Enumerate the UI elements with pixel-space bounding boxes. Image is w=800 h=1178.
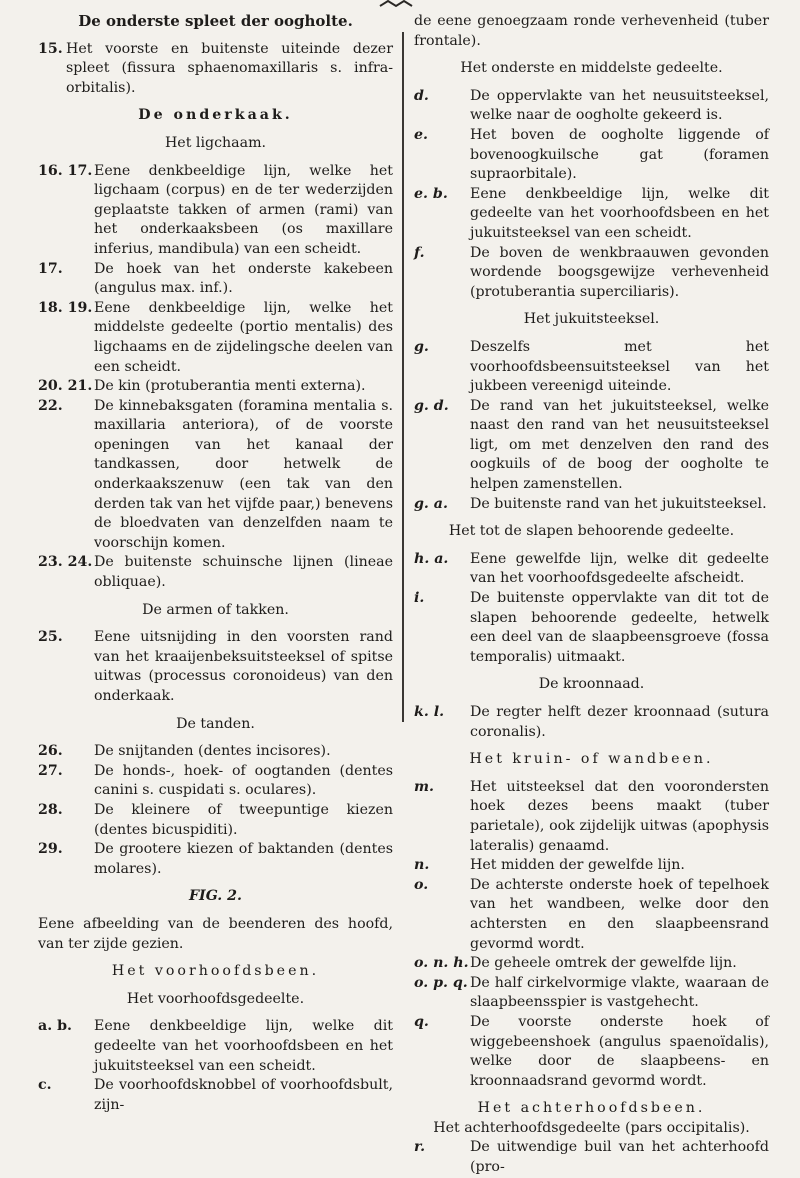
- heading-achterhoofdsbeen: Het achterhoofdsbeen.: [477, 1100, 706, 1117]
- heading-onderste-gedeelte: Het onderste en middelste gedeelte.: [460, 60, 723, 77]
- right-column: [414, 12, 769, 1178]
- figure-label: FIG. 2.: [188, 888, 242, 905]
- entry-d: d. De oppervlakte van het neusuitsteeksel, welke naar de oogholte gekeerd is.: [414, 87, 769, 124]
- heading-kruin-wandbeen: Het kruin- of wandbeen.: [469, 751, 714, 768]
- heading-ligchaam: Het ligchaam.: [164, 134, 267, 151]
- running-header: De onderste spleet der oogholte.: [78, 12, 353, 30]
- entry-22: 22. De kinnebaksgaten (foramina mentalia s. maxillaria anteriora), of de voorste openingen van het kanaal der tandkassen, door hetwelk de onderkaakszenuw (een tak van den derden tak van het vijfde paar,) benevens de bloedvaten van denzelfden naam te voorschijn komen.: [38, 397, 393, 551]
- heading-tanden: De tanden.: [176, 715, 255, 732]
- entry-o-n-h: o. n. h. De geheele omtrek der gewelfde lijn.: [414, 955, 737, 972]
- entry-25: 25. Eene uitsnijding in den voorsten rand van het kraaijenbeksuitsteeksel of spitse uitwas (processus coronoideus) van den onderkaak.: [38, 629, 393, 704]
- heading-armen: De armen of takken.: [142, 601, 289, 618]
- entry-q: q. De voorste onderste hoek of wiggebeenshoek (angulus spaenoïdalis), welke door de slaapbeens- en kroonnaadsrand gevormd wordt.: [414, 1013, 769, 1089]
- entry-h-a: h. a. Eene gewelfde lijn, welke dit gedeelte van het voorhoofdsgedeelte afscheidt.: [414, 550, 769, 587]
- heading-achterhoofdsgedeelte: Het achterhoofdsgedeelte (pars occipitalis).: [433, 1119, 750, 1136]
- entry-23-24: 23. 24. De buitenste schuinsche lijnen (lineae obliquae).: [38, 554, 393, 591]
- heading-voorhoofdsgedeelte: Het voorhoofdsgedeelte.: [126, 990, 305, 1007]
- entry-17: 17. De hoek van het onderste kakebeen (angulus max. inf.).: [38, 260, 393, 297]
- entry-15: 15. Het voorste en buitenste uiteinde dezer spleet (fissura sphaenomaxillaris s. infra-orbitalis).: [38, 40, 393, 96]
- entry-a-b: a. b. Eene denkbeeldige lijn, welke dit gedeelte van het voorhoofdsbeen en het jukuitsteeksel van een scheidt.: [38, 1018, 393, 1074]
- entry-r: r. De uitwendige buil van het achterhoofd (pro-: [414, 1139, 769, 1176]
- entry-28: 28. De kleinere of tweepuntige kiezen (dentes bicuspiditi).: [38, 801, 393, 838]
- entry-20-21: 20. 21. De kin (protuberantia menti externa).: [38, 378, 366, 395]
- entry-16-17: 16. 17. Eene denkbeeldige lijn, welke het ligchaam (corpus) en de ter wederzijden geplaatste takken of armen (rami) van het onderkaaksbeen (os maxillare inferius, mandibula) van een scheidt.: [38, 162, 393, 257]
- entry-26: 26. De snijtanden (dentes incisores).: [38, 743, 331, 760]
- entry-f: f. De boven de wenkbraauwen gevonden wordende boogsgewijze verhevenheid (protuberantia superciliaris).: [414, 244, 769, 300]
- heading-voorhoofdsbeen: Het voorhoofdsbeen.: [111, 963, 320, 980]
- entry-g-d: g. d. De rand van het jukuitsteeksel, welke naast den rand van het neusuitsteeksel ligt, om met denzelven den rand des oogkuils of de boog der oogholte te helpen zamenstellen.: [414, 397, 769, 493]
- entry-g: g. Deszelfs met het voorhoofdsbeensuitsteeksel van het jukbeen vereenigd uiteinde.: [414, 338, 769, 395]
- entry-k-l: k. l. De regter helft dezer kroonnaad (sutura coronalis).: [414, 704, 769, 740]
- entry-c: c. De voorhoofdsknobbel of voorhoofdsbult, zijn-: [38, 1077, 393, 1113]
- entry-g-a: g. a. De buitenste rand van het jukuitsteeksel.: [414, 495, 767, 512]
- heading-slapen: Het tot de slapen behoorende gedeelte.: [448, 523, 735, 540]
- entry-n: n. Het midden der gewelfde lijn.: [414, 857, 685, 874]
- entry-i: i. De buitenste oppervlakte van dit tot de slapen behoorende gedeelte, hetwelk een deel van de slaapbeensgroeve (fossa temporalis) uitmaakt.: [414, 590, 769, 665]
- column-divider: [402, 32, 404, 722]
- entry-27: 27. De honds-, hoek- of oogtanden (dentes canini s. cuspidati s. oculares).: [38, 762, 393, 799]
- entry-m: m. Het uitsteeksel dat den voorondersten hoek dezes beens maakt (tuber parietale), ook zijdelijk uitwas (apophysis lateralis) genaamd.: [414, 778, 769, 854]
- page-top-ornament: [378, 0, 418, 8]
- continuation-text: de eene genoegzaam ronde verhevenheid (tuber frontale).: [414, 13, 769, 49]
- entry-18-19: 18. 19. Eene denkbeeldige lijn, welke het middelste gedeelte (portio mentalis) des ligchaams en de zijdelingsche deelen van een scheidt.: [38, 299, 393, 375]
- entry-e-b: e. b. Eene denkbeeldige lijn, welke dit gedeelte van het voorhoofdsbeen en het jukuitsteeksel van een scheidt.: [414, 185, 769, 241]
- entry-o: o. De achterste onderste hoek of tepelhoek van het wandbeen, welke door den achtersten en den slaapbeensrand gevormd wordt.: [414, 876, 769, 952]
- entry-29: 29. De grootere kiezen of baktanden (dentes molares).: [38, 841, 393, 877]
- figure-intro: Eene afbeelding van de beenderen des hoofd, van ter zijde gezien.: [38, 915, 393, 952]
- heading-kroonnaad: De kroonnaad.: [538, 676, 645, 693]
- left-column: [38, 12, 393, 1115]
- entry-e: e. Het boven de oogholte liggende of bovenoogkuilsche gat (foramen supraorbitale).: [414, 126, 769, 183]
- entry-o-p-q: o. p. q. De half cirkelvormige vlakte, waaraan de slaapbeensspier is vastgehecht.: [414, 974, 769, 1011]
- heading-onderkaak: De onderkaak.: [138, 107, 293, 124]
- heading-jukuitsteeksel: Het jukuitsteeksel.: [523, 311, 660, 328]
